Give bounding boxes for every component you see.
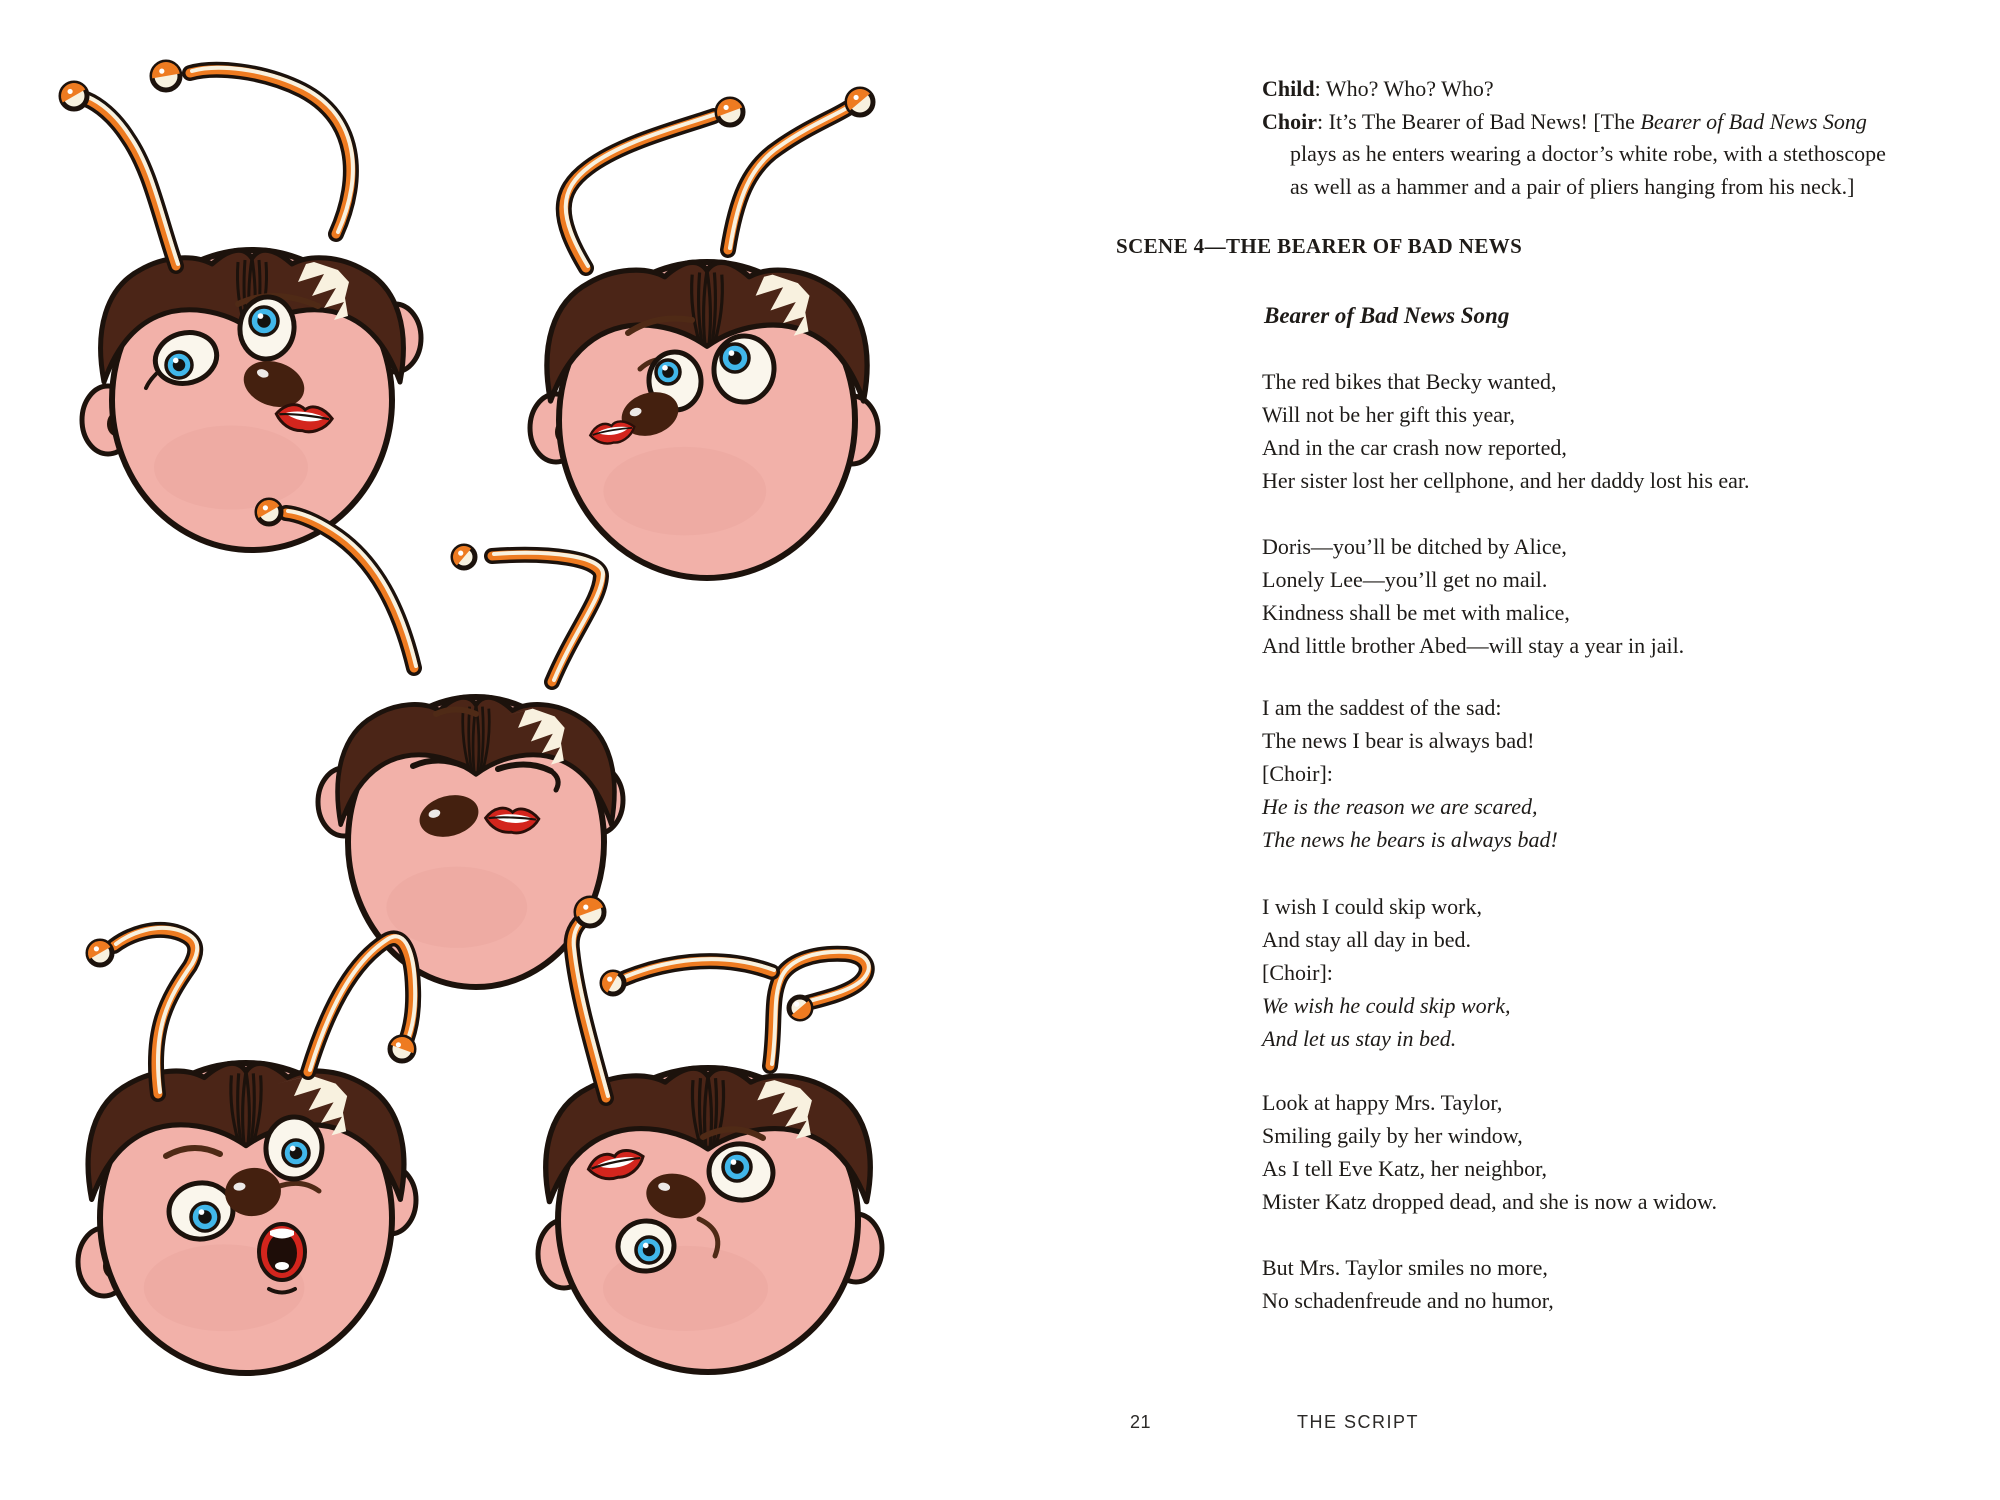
dialogue-text: : Who? Who? Who? xyxy=(1314,76,1494,101)
poem-line: Her sister lost her cellphone, and her daddy lost his ear. xyxy=(1262,468,1750,493)
child-face-bottom-left xyxy=(78,928,417,1373)
stanza-5 xyxy=(1262,1086,1717,1218)
child-face-bottom-right xyxy=(538,894,882,1372)
poem-line: As I tell Eve Katz, her neighbor, xyxy=(1262,1156,1548,1181)
song-title: Bearer of Bad News Song xyxy=(1264,303,1510,328)
poem-line: The red bikes that Becky wanted, xyxy=(1262,369,1557,394)
scene-heading: SCENE 4—THE BEARER OF BAD NEWS xyxy=(1116,234,1523,258)
poem-line: And let us stay in bed. xyxy=(1262,1026,1457,1051)
page-number: 21 xyxy=(1130,1412,1152,1432)
poem-line: The news he bears is always bad! xyxy=(1262,827,1558,852)
poem-line: No schadenfreude and no humor, xyxy=(1262,1288,1554,1313)
speaker-choir: Choir xyxy=(1262,108,1317,134)
poem-line: Lonely Lee—you’ll get no mail. xyxy=(1262,567,1548,592)
poem-line: [Choir]: xyxy=(1262,761,1333,786)
speaker-child: Child xyxy=(1262,76,1315,101)
stanza-2 xyxy=(1262,530,1684,662)
poem-line: We wish he could skip work, xyxy=(1262,993,1511,1018)
child-face-top-right xyxy=(530,84,878,578)
poem-line: Look at happy Mrs. Taylor, xyxy=(1262,1090,1503,1115)
stanza-4 xyxy=(1262,890,1511,1055)
poem-line: Mister Katz dropped dead, and she is now a widow. xyxy=(1262,1189,1717,1214)
poem-line: [Choir]: xyxy=(1262,960,1333,985)
poem-line: Will not be her gift this year, xyxy=(1262,402,1515,427)
poem-line: And stay all day in bed. xyxy=(1262,927,1471,952)
poem-line: And in the car crash now reported, xyxy=(1262,435,1567,460)
dialogue-line xyxy=(1262,106,1886,139)
stage-direction-line: plays as he enters wearing a doctor’s white robe, with a stethoscope xyxy=(1290,141,1886,166)
dialogue-text: : It’s The Bearer of Bad News! [The xyxy=(1317,108,1641,134)
poem-line: He is the reason we are scared, xyxy=(1262,794,1538,819)
dialogue-block xyxy=(1262,73,1886,203)
poem-line: Smiling gaily by her window, xyxy=(1262,1123,1523,1148)
stanza-3 xyxy=(1262,691,1558,856)
child-face-middle xyxy=(253,496,623,987)
running-title: THE SCRIPT xyxy=(1297,1412,1420,1432)
poem-line: I am the saddest of the sad: xyxy=(1262,695,1502,720)
poem-line: Kindness shall be met with malice, xyxy=(1262,600,1570,625)
stanza-1 xyxy=(1262,365,1750,497)
poem-line: And little brother Abed—will stay a year in jail. xyxy=(1262,633,1685,658)
poem-line: But Mrs. Taylor smiles no more, xyxy=(1262,1255,1548,1280)
stage-direction-line: as well as a hammer and a pair of pliers hanging from his neck.] xyxy=(1290,173,1855,199)
poem-line: I wish I could skip work, xyxy=(1262,894,1482,919)
song-title-inline: Bearer of Bad News Song xyxy=(1640,108,1867,134)
stanza-6 xyxy=(1262,1251,1554,1317)
poem-line: Doris—you’ll be ditched by Alice, xyxy=(1262,534,1567,559)
child-face-top-left xyxy=(56,60,421,550)
poem-line: The news I bear is always bad! xyxy=(1262,728,1535,753)
dialogue-line xyxy=(1262,73,1886,106)
